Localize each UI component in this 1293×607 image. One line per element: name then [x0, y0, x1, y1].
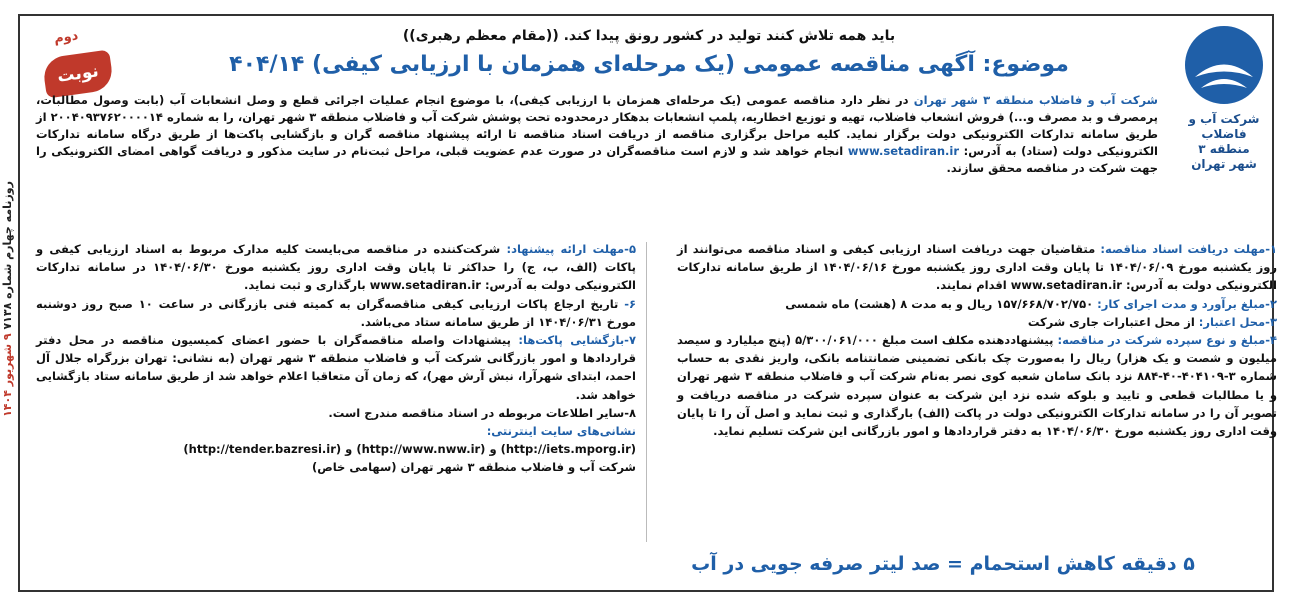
section-6: [36, 295, 636, 331]
company-name-line2: منطقه ۳: [1198, 142, 1250, 156]
section-3: [677, 313, 1277, 331]
section-5-label: ۵-مهلت ارائه پیشنهاد:: [506, 242, 636, 256]
section-4-label: ۴-مبلغ و نوع سپرده شرکت در مناقصه:: [1057, 333, 1277, 348]
section-1: [677, 240, 1277, 295]
section-7: [36, 331, 636, 404]
websites-title: نشانی‌های سایت اینترنتی:: [486, 424, 636, 439]
side-strip: [0, 0, 18, 607]
intro-tail: انجام خواهد شد و لازم است مناقصه‌گران در صورت عدم عضویت قبلی، مراحل ثبت‌نام در سایت مذکور و دریافت گواهی امضای الکترونیکی را جهت شرکت در مناقصه محقق سازند.: [36, 144, 1158, 175]
section-1-label: ۱-مهلت دریافت اسناد مناقصه:: [1100, 242, 1277, 256]
section-3-text: از محل اعتبارات جاری شرکت: [1027, 314, 1199, 329]
company-name-line3: شهر تهران: [1191, 157, 1257, 171]
section-8: ۸-سایر اطلاعات مربوطه در اسناد مناقصه مندرج است.: [328, 405, 636, 420]
websites-list: (http://tender.bazresi.ir) و (http://www.nww.ir) و (http://iets.mporg.ir): [183, 442, 636, 457]
section-5-text: شرکت‌کننده در مناقصه می‌بایست کلیه مدارک مربوط به اسناد ارزیابی کیفی و پاکات (الف، ب، ج) را حداکثر تا پایان وقت اداری روز یکشنبه مورخ ۱۴۰۴/۰۶/۳۰ در سامانه تدارکات الکترونیکی دولت به آدرس: www.setadiran.ir بارگذاری و ثبت نماید.: [36, 242, 636, 293]
issue-date: ۹ شهریور ۱۴۰۴: [1, 333, 14, 417]
section-6-text: تاریخ ارجاع پاکات ارزیابی کیفی مناقصه‌گران به کمیته فنی بازرگانی در ساعت ۱۰ صبح روز دوشنبه مورخ ۱۴۰۴/۰۶/۳۱ از طریق سامانه ستاد می‌باشد.: [36, 296, 636, 329]
page-title: موضوع: آگهی مناقصه عمومی (یک مرحله‌ای همزمان با ارزیابی کیفی) ۴۰۴/۱۴: [229, 52, 1069, 77]
leader-quote: باید همه تلاش کنند تولید در کشور رونق پیدا کند. ((مقام معظم رهبری)): [402, 28, 896, 44]
left-column: [36, 240, 636, 477]
section-3-label: ۳-محل اعتبار:: [1198, 314, 1277, 329]
section-1-text: متقاضیان جهت دریافت اسناد ارزیابی کیفی و اسناد مناقصه می‌توانند از روز یکشنبه مورخ ۱۴۰۴/۰۶/۰۹ تا پایان وقت اداری روز یکشنبه مورخ ۱۴۰۴/۰۶/۱۶ از طریق سامانه تدارکات الکترونیکی دولت به آدرس: www.setadiran.ir اقدام نمایند.: [677, 242, 1277, 293]
newspaper-issue-note: [1, 139, 19, 459]
water-drop-logo-icon: [1181, 22, 1267, 108]
intro-body: در نظر دارد مناقصه عمومی (یک مرحله‌ای همزمان با ارزیابی کیفی)، با موضوع انجام عملیات اجرائی قطع و وصل انشعابات آب (بابت وصول مطالبات، پرمصرف و بد مصرف و...) فروش انشعاب فاضلاب، تهیه و توزیع اخطاریه، پلمپ انشعابات بدهکار درمحدوده تحت پوشش شرکت آب و فاضلاب منطقه ۳ شهر تهران، را به شماره ۲۰۰۴۰۹۳۷۶۲۰۰۰۰۱۴ از طریق سامانه تدارکات الکترونیکی دولت برگزار نماید. کلیه مراحل برگزاری مناقصه از دریافت اسناد مناقصه تا ارائه پیشنهاد مناقصه گران و بازگشایی پاکت‌ها از طریق درگاه سامانه تدارکات الکترونیکی دولت (ستاد) به آدرس:: [36, 93, 1158, 158]
company-name: [1169, 112, 1279, 172]
signature: شرکت آب و فاضلاب منطقه ۳ شهر تهران (سهامی خاص): [312, 460, 636, 475]
section-2: [677, 295, 1277, 313]
intro-paragraph: [36, 92, 1158, 177]
section-7-label: ۷-بازگشایی پاکت‌ها:: [518, 333, 636, 348]
issue-number: روزنامه چهارم شماره ۷۱۳۸: [1, 181, 14, 330]
column-divider: [646, 242, 647, 542]
section-4: [677, 331, 1277, 440]
section-7-text: پیشنهادات واصله مناقصه‌گران با حضور اعضای کمیسیون مناقصه در محل دفتر قراردادها و امور بازرگانی شرکت آب و فاضلاب منطقه ۳ شهر تهران (به نشانی: تهران بزرگراه جلال آل احمد، ابتدای شهرآرا، نبش آرش مهر)، که زمان آن متعاقبا اعلام خواهد شد از طریق سامانه ستاد بازگشایی خواهد شد.: [36, 333, 636, 402]
section-2-text: ۱۵۷/۶۶۸/۷۰۲/۷۵۰ ریال و به مدت ۸ (هشت) ماه شمسی: [785, 296, 1098, 311]
badge-bottom-text: نوبت: [42, 49, 115, 98]
badge-top-text: دوم: [53, 28, 80, 47]
right-column: [677, 240, 1277, 440]
section-6-label: ۶-: [624, 296, 636, 311]
water-saving-slogan: ۵ دقیقه کاهش استحمام = صد لیتر صرفه جویی در آب: [691, 553, 1195, 575]
intro-url: www.setadiran.ir: [847, 144, 960, 158]
section-2-label: ۲-مبلغ برآورد و مدت اجرای کار:: [1097, 296, 1277, 311]
company-logo: [1169, 22, 1279, 182]
section-4-text: پیشنهاددهنده مکلف است مبلغ ۵/۳۰۰/۰۶۱/۰۰۰ (پنج میلیارد و سیصد میلیون و شصت و یک هزار) ریال را به‌صورت چک بانکی تضمینی ضمانتنامه بانکی، واریز نقدی به حساب شماره ۳-۴۰۴۱۰۹-۴۰-۸۸۴ نزد بانک سامان شعبه کوی نصر به‌نام شرکت آب و فاضلاب منطقه ۳ شهر تهران و یا مطالبات قطعی و تایید و بلوکه شده نزد این شرکت به عنوان سپرده شرکت در مناقصه دریافت و تصویر آن را در سامانه تدارکات الکترونیکی دولت در پاکت (الف) بارگذاری و ثبت نماید و اصل آن را تا پایان وقت اداری روز یکشنبه مورخ ۱۴۰۴/۰۶/۳۰ به دفتر قراردادها و امور بازرگانی این شرکت تسلیم نماید.: [677, 333, 1277, 439]
second-notice-badge: [40, 28, 116, 96]
section-5: [36, 240, 636, 295]
company-name-line1: شرکت آب و فاضلاب: [1188, 112, 1260, 141]
intro-org: شرکت آب و فاضلاب منطقه ۳ شهر تهران: [913, 93, 1158, 107]
